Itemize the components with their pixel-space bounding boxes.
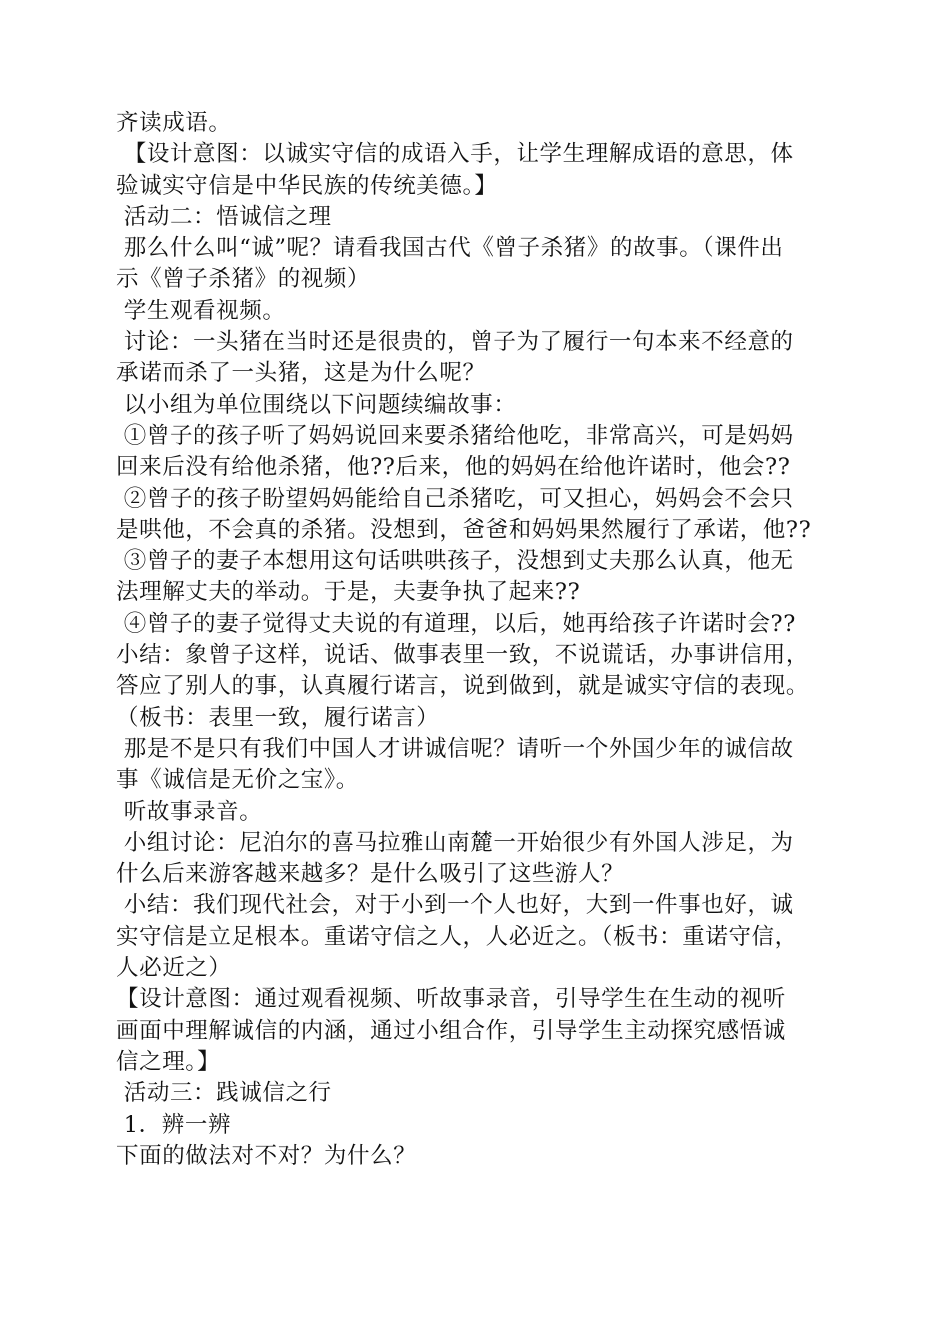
text-line: 什么后来游客越来越多？是什么吸引了这些游人？ xyxy=(116,861,625,888)
text-line: 以小组为单位围绕以下问题续编故事： xyxy=(116,391,517,418)
text-line: 小结：我们现代社会，对于小到一个人也好，大到一件事也好，诚 xyxy=(116,892,794,919)
text-line: ④曾子的妻子觉得丈夫说的有道理，以后，她再给孩子许诺时会?? xyxy=(116,610,796,637)
text-line: 齐读成语。 xyxy=(116,110,232,136)
text-line: 信之理。】 xyxy=(116,1048,221,1075)
lesson-plan-text xyxy=(116,108,856,1172)
text-line: 那么什么叫“诚”呢？请看我国古代《曾子杀猪》的故事。（课件出 xyxy=(116,235,784,262)
text-line: 小组讨论：尼泊尔的喜马拉雅山南麓一开始很少有外国人涉足，为 xyxy=(116,829,794,856)
text-line: 学生观看视频。 xyxy=(116,297,286,324)
text-line: 【设计意图：以诚实守信的成语入手，让学生理解成语的意思，体 xyxy=(116,141,794,168)
text-line: 【设计意图：通过观看视频、听故事录音，引导学生在生动的视听 xyxy=(116,986,786,1013)
text-line: 验诚实守信是中华民族的传统美德。】 xyxy=(116,172,498,199)
text-line: （板书：表里一致，履行诺言） xyxy=(116,704,440,731)
text-line: 回来后没有给他杀猪，他??后来，他的妈妈在给他许诺时，他会?? xyxy=(116,454,791,481)
text-line: 事《诚信是无价之宝》。 xyxy=(116,767,359,794)
text-line: 画面中理解诚信的内涵，通过小组合作，引导学生主动探究感悟诚 xyxy=(116,1017,786,1044)
section-heading: 活动二：悟诚信之理 xyxy=(116,203,332,230)
text-line: 听故事录音。 xyxy=(116,798,263,825)
text-line: 答应了别人的事，认真履行诺言，说到做到，就是诚实守信的表现。 xyxy=(116,673,810,700)
text-line: 人必近之） xyxy=(116,955,232,982)
text-line: 是哄他，不会真的杀猪。没想到，爸爸和妈妈果然履行了承诺，他?? xyxy=(116,516,812,543)
text-line: ②曾子的孩子盼望妈妈能给自己杀猪吃，可又担心，妈妈会不会只 xyxy=(116,485,794,512)
text-line: 小结：象曾子这样，说话、做事表里一致，不说谎话，办事讲信用， xyxy=(116,642,810,669)
text-line: 1．辨一辨 xyxy=(116,1111,232,1138)
section-heading: 活动三：践诚信之行 xyxy=(116,1080,332,1107)
text-line: ③曾子的妻子本想用这句话哄哄孩子，没想到丈夫那么认真，他无 xyxy=(116,548,794,575)
text-line: 那是不是只有我们中国人才讲诚信呢？请听一个外国少年的诚信故 xyxy=(116,735,794,762)
text-line: ①曾子的孩子听了妈妈说回来要杀猪给他吃，非常高兴，可是妈妈 xyxy=(116,422,794,449)
text-line: 承诺而杀了一头猪，这是为什么呢？ xyxy=(116,360,486,387)
text-line: 实守信是立足根本。重诺守信之人，人必近之。（板书：重诺守信， xyxy=(116,923,798,950)
text-line: 讨论：一头猪在当时还是很贵的，曾子为了履行一句本来不经意的 xyxy=(116,329,794,356)
text-line: 法理解丈夫的举动。于是，夫妻争执了起来?? xyxy=(116,579,581,606)
text-line: 示《曾子杀猪》的视频） xyxy=(116,266,371,293)
text-line: 下面的做法对不对？为什么？ xyxy=(116,1142,417,1169)
